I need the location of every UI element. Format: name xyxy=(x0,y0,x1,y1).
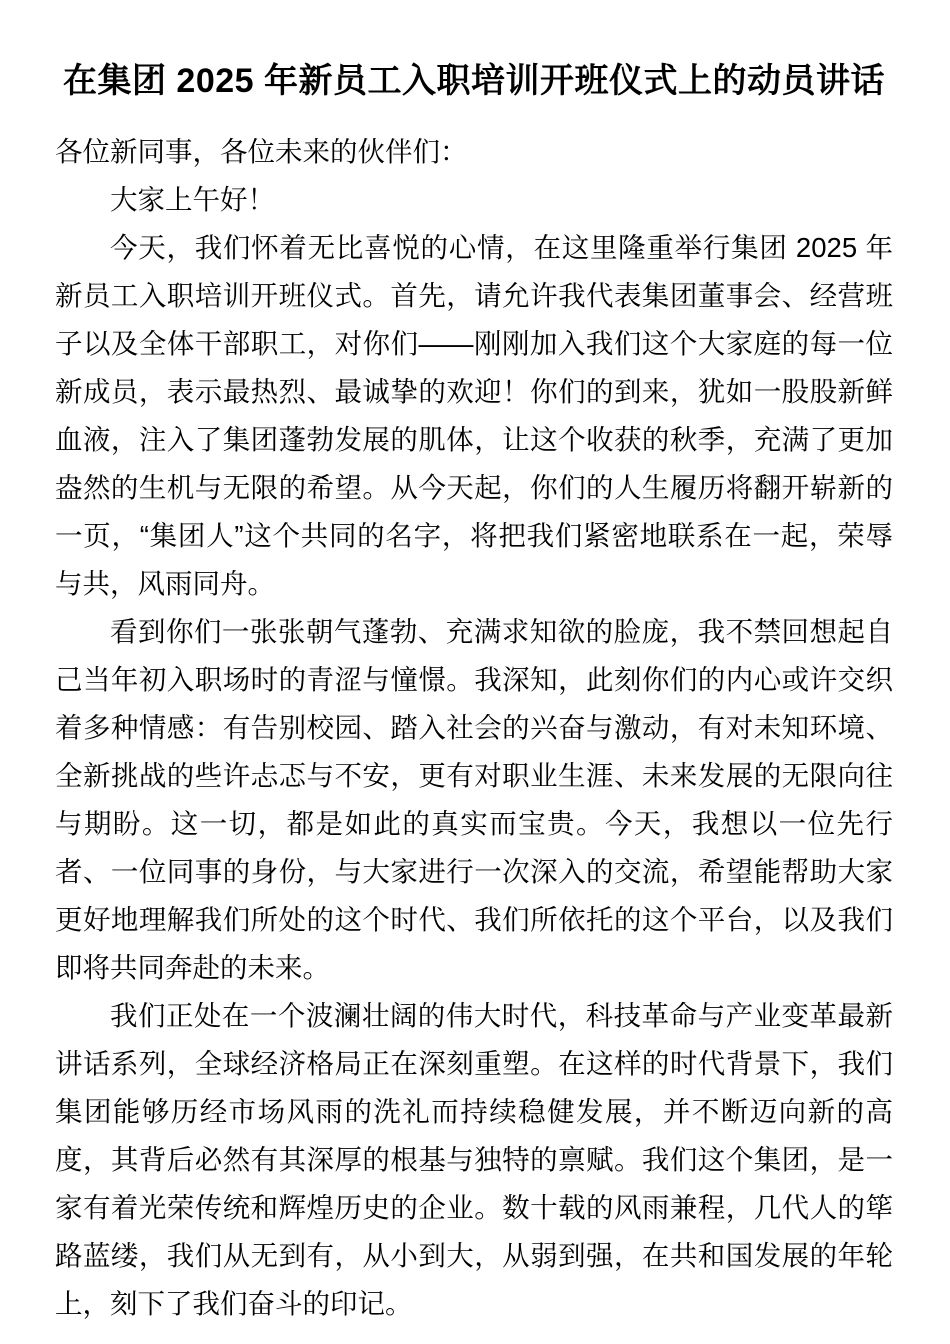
paragraph-salutation: 各位新同事，各位未来的伙伴们： xyxy=(55,136,468,167)
document-body xyxy=(55,0,893,1328)
paragraph-welcome: 今天，我们怀着无比喜悦的心情，在这里隆重举行集团 2025 年新员工入职培训开班仪式。首先，请允许我代表集团董事会、经营班子以及全体干部职工，对你们——刚刚加入我们这个大家庭的每一位新成员，表示最热烈、最诚挚的欢迎！你们的到来，犹如一股股新鲜血液，注入了集团蓬勃发展的肌体，让这个收获的秋季，充满了更加盎然的生机与无限的希望。从今天起，你们的人生履历将翻开崭新的一页，“集团人”这个共同的名字，将把我们紧密地联系在一起，荣辱与共，风雨同舟。 xyxy=(55,232,893,599)
paragraph-empathy: 看到你们一张张朝气蓬勃、充满求知欲的脸庞，我不禁回想起自己当年初入职场时的青涩与憧憬。我深知，此刻你们的内心或许交织着多种情感：有告别校园、踏入社会的兴奋与激动，有对未知环境、全新挑战的些许忐忑与不安，更有对职业生涯、未来发展的无限向往与期盼。这一切，都是如此的真实而宝贵。今天，我想以一位先行者、一位同事的身份，与大家进行一次深入的交流，希望能帮助大家更好地理解我们所处的这个时代、我们所依托的这个平台，以及我们即将共同奔赴的未来。 xyxy=(55,616,893,983)
page-title: 在集团 2025 年新员工入职培训开班仪式上的动员讲话 xyxy=(62,62,886,100)
paragraph-greeting: 大家上午好！ xyxy=(110,184,275,215)
paragraph-era: 我们正处在一个波澜壮阔的伟大时代，科技革命与产业变革最新讲话系列，全球经济格局正在深刻重塑。在这样的时代背景下，我们集团能够历经市场风雨的洗礼而持续稳健发展，并不断迈向新的高度，其背后必然有其深厚的根基与独特的禀赋。我们这个集团，是一家有着光荣传统和辉煌历史的企业。数十载的风雨兼程，几代人的筚路蓝缕，我们从无到有，从小到大，从弱到强，在共和国发展的年轮上，刻下了我们奋斗的印记。 xyxy=(55,1000,893,1319)
